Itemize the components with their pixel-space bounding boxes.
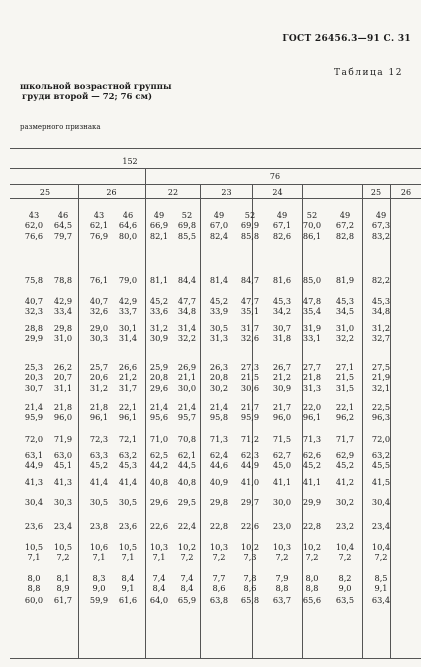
table-cell: 10,5 7,1 [118, 542, 138, 563]
table-cell: 22,6 [149, 521, 169, 531]
table-cell: 81,6 [272, 275, 292, 285]
table-cell: 47,8 35,4 [302, 296, 322, 317]
table-cell: 31,2 30,9 [149, 323, 169, 344]
table-cell: 8,2 9,0 [338, 573, 352, 594]
table-cell: 45,3 34,8 [371, 296, 391, 317]
table-cell: 7,4 8,4 [152, 573, 166, 594]
table-cell: 8,4 9,1 [121, 573, 135, 594]
table-cell: 62,6 45,2 [302, 450, 322, 471]
subcol-header: 25 [370, 188, 382, 197]
table-cell: 49 67,2 82,8 [335, 210, 355, 241]
table-cell: 23,8 [89, 521, 109, 531]
table-cell: 21,4 95,7 [177, 402, 197, 423]
table-cell: 7,7 8,6 [212, 573, 226, 594]
table-cell: 52 69,8 85,5 [177, 210, 197, 241]
table-cell: 62,4 44,6 [209, 450, 229, 471]
table-cell: 30,4 [24, 497, 44, 507]
table-cell: 30,3 [53, 497, 73, 507]
table-cell: 21,4 95,8 [209, 402, 229, 423]
table-rule [10, 658, 421, 659]
table-cell: 30,2 [335, 497, 355, 507]
subcol-header: 26 [400, 188, 412, 197]
table-cell: 45,3 34,5 [335, 296, 355, 317]
table-cell: 29,8 31,0 [53, 323, 73, 344]
table-cell: 22,1 96,2 [335, 402, 355, 423]
table-cell: 31,4 32,2 [177, 323, 197, 344]
column-divider [362, 184, 363, 658]
table-cell: 23,0 [272, 521, 292, 531]
table-cell: 10,4 7,2 [335, 542, 355, 563]
table-cell: 30,5 31,3 [209, 323, 229, 344]
table-cell: 47,7 34,8 [177, 296, 197, 317]
table-cell: 52 70,0 86,1 [302, 210, 322, 241]
table-cell: 85,0 [302, 275, 322, 285]
table-cell: 72,0 [24, 434, 44, 444]
table-cell: 27,7 21,8 31,3 [302, 362, 322, 393]
table-cell: 21,7 95,9 [240, 402, 260, 423]
table-cell: 71,0 [149, 434, 169, 444]
table-cell: 22,4 [177, 521, 197, 531]
table-cell: 59,9 [89, 595, 109, 605]
table-cell: 62,1 44,5 [177, 450, 197, 471]
table-cell: 47,7 35,1 [240, 296, 260, 317]
table-cell: 46 64,6 80,0 [118, 210, 138, 241]
table-cell: 63,5 [335, 595, 355, 605]
table-cell: 63,7 [272, 595, 292, 605]
table-cell: 22,6 [240, 521, 260, 531]
table-rule [10, 168, 421, 169]
table-cell: 10,5 7,2 [53, 542, 73, 563]
table-cell: 22,8 [302, 521, 322, 531]
table-cell: 72,0 [371, 434, 391, 444]
table-cell: 61,6 [118, 595, 138, 605]
table-cell: 22,1 96,1 [118, 402, 138, 423]
table-cell: 40,9 [209, 477, 229, 487]
table-cell: 26,2 20,7 31,1 [53, 362, 73, 393]
table-cell: 84,4 [177, 275, 197, 285]
table-cell: 21,4 95,9 [24, 402, 44, 423]
table-cell: 63,8 [209, 595, 229, 605]
table-cell: 26,7 21,2 30,9 [272, 362, 292, 393]
table-cell: 30,5 [118, 497, 138, 507]
table-cell: 29,5 [177, 497, 197, 507]
table-label: Таблица 12 [334, 68, 403, 78]
table-cell: 81,1 [149, 275, 169, 285]
table-cell: 72,3 [89, 434, 109, 444]
table-cell: 7,9 8,8 [275, 573, 289, 594]
table-cell: 49 67,3 83,2 [371, 210, 391, 241]
table-cell: 40,8 [177, 477, 197, 487]
table-cell: 21,8 96,1 [89, 402, 109, 423]
group-header-76: 76 [269, 172, 281, 181]
table-cell: 21,8 96,0 [53, 402, 73, 423]
table-cell: 28,8 29,9 [24, 323, 44, 344]
table-cell: 27,5 21,9 32,1 [371, 362, 391, 393]
table-cell: 10,2 7,2 [177, 542, 197, 563]
table-cell: 45,3 34,2 [272, 296, 292, 317]
table-cell: 30,1 31,4 [118, 323, 138, 344]
table-cell: 76,1 [89, 275, 109, 285]
subcol-header: 24 [272, 188, 283, 197]
table-cell: 22,0 96,1 [302, 402, 322, 423]
table-cell: 41,2 [335, 477, 355, 487]
table-cell: 79,0 [118, 275, 138, 285]
table-cell: 71,2 [240, 434, 260, 444]
subcol-header: 23 [221, 188, 232, 197]
table-cell: 63,3 45,2 [89, 450, 109, 471]
table-cell: 30,7 31,8 [272, 323, 292, 344]
table-cell: 63,4 [371, 595, 391, 605]
subcol-header: 26 [106, 188, 117, 197]
column-divider [78, 184, 79, 658]
table-cell: 45,2 33,9 [209, 296, 229, 317]
table-cell: 71,3 [302, 434, 322, 444]
table-cell: 82,2 [371, 275, 391, 285]
table-cell: 43 62,0 76,6 [24, 210, 44, 241]
group-header-152: 152 [122, 157, 138, 166]
table-cell: 23,6 [24, 521, 44, 531]
table-cell: 41,4 [89, 477, 109, 487]
table-cell: 71,5 [272, 434, 292, 444]
table-cell: 41,4 [118, 477, 138, 487]
table-cell: 63,0 45,1 [53, 450, 73, 471]
table-cell: 71,9 [53, 434, 73, 444]
table-rule [10, 184, 421, 185]
table-cell: 45,2 33,6 [149, 296, 169, 317]
table-cell: 8,0 8,8 [27, 573, 41, 594]
table-cell: 78,8 [53, 275, 73, 285]
table-cell: 65,8 [240, 595, 260, 605]
table-cell: 29,6 [149, 497, 169, 507]
table-cell: 23,6 [118, 521, 138, 531]
table-cell: 10,3 7,2 [209, 542, 229, 563]
table-cell: 10,4 7,2 [371, 542, 391, 563]
table-cell: 23,4 [371, 521, 391, 531]
table-cell: 63,1 44,9 [24, 450, 44, 471]
table-cell: 25,9 20,8 29,6 [149, 362, 169, 393]
table-rule [10, 198, 421, 199]
table-cell: 8,1 8,9 [56, 573, 70, 594]
table-cell: 10,5 7,1 [24, 542, 44, 563]
table-cell: 65,6 [302, 595, 322, 605]
caption-line-1: школьной возрастной группы [20, 82, 172, 92]
table-cell: 65,9 [177, 595, 197, 605]
table-cell: 62,9 45,2 [335, 450, 355, 471]
table-cell: 8,5 9,1 [374, 573, 388, 594]
table-cell: 42,9 33,7 [118, 296, 138, 317]
subcol-header: 25 [39, 188, 51, 197]
table-cell: 10,3 7,1 [149, 542, 169, 563]
table-cell: 27,3 21,5 30,6 [240, 362, 260, 393]
table-cell: 31,0 32,2 [335, 323, 355, 344]
table-cell: 8,3 9,0 [92, 573, 106, 594]
table-cell: 52 69,9 85,8 [240, 210, 260, 241]
table-cell: 10,2 7,2 [302, 542, 322, 563]
table-cell: 31,9 33,1 [302, 323, 322, 344]
table-cell: 22,5 96,3 [371, 402, 391, 423]
table-cell: 49 67,0 82,4 [209, 210, 229, 241]
table-cell: 29,7 [240, 497, 260, 507]
table-cell: 21,7 96,0 [272, 402, 292, 423]
table-cell: 41,1 [272, 477, 292, 487]
table-cell: 40,7 32,3 [24, 296, 44, 317]
table-cell: 31,7 32,6 [240, 323, 260, 344]
table-cell: 27,1 21,5 31,5 [335, 362, 355, 393]
table-cell: 10,3 7,2 [272, 542, 292, 563]
table-cell: 25,7 20,6 31,2 [89, 362, 109, 393]
table-cell: 42,9 33,4 [53, 296, 73, 317]
caption-line-2: груди второй — 72; 76 см) [22, 92, 152, 102]
table-cell: 81,4 [209, 275, 229, 285]
table-cell: 23,2 [335, 521, 355, 531]
table-cell: 70,8 [177, 434, 197, 444]
table-cell: 26,6 21,2 31,7 [118, 362, 138, 393]
table-cell: 10,6 7,1 [89, 542, 109, 563]
table-cell: 40,8 [149, 477, 169, 487]
table-cell: 49 67,1 82,6 [272, 210, 292, 241]
page-header: ГОСТ 26456.3—91 С. 31 [282, 34, 411, 44]
table-cell: 41,5 [371, 477, 391, 487]
table-cell: 62,7 45,0 [272, 450, 292, 471]
table-cell: 29,8 [209, 497, 229, 507]
table-cell: 72,1 [118, 434, 138, 444]
table-cell: 30,4 [371, 497, 391, 507]
table-cell: 81,9 [335, 275, 355, 285]
table-cell: 84,7 [240, 275, 260, 285]
table-cell: 26,3 20,8 30,2 [209, 362, 229, 393]
table-cell: 63,2 45,5 [371, 450, 391, 471]
table-cell: 41,0 [240, 477, 260, 487]
table-cell: 41,3 [24, 477, 44, 487]
table-cell: 62,5 44,2 [149, 450, 169, 471]
table-cell: 22,8 [209, 521, 229, 531]
table-cell: 60,0 [24, 595, 44, 605]
table-cell: 63,2 45,3 [118, 450, 138, 471]
table-cell: 7,4 8,4 [180, 573, 194, 594]
table-cell: 29,9 [302, 497, 322, 507]
table-rule [10, 148, 421, 149]
table-cell: 43 62,1 76,9 [89, 210, 109, 241]
table-cell: 61,7 [53, 595, 73, 605]
table-cell: 71,7 [335, 434, 355, 444]
table-cell: 10,2 7,3 [240, 542, 260, 563]
caption-line-3: размерного признака [20, 123, 101, 131]
table-cell: 64,0 [149, 595, 169, 605]
table-cell: 26,9 21,1 30,0 [177, 362, 197, 393]
table-cell: 46 64,5 79,7 [53, 210, 73, 241]
table-cell: 49 66,9 82,1 [149, 210, 169, 241]
table-cell: 30,0 [272, 497, 292, 507]
table-cell: 41,3 [53, 477, 73, 487]
table-cell: 7,8 8,6 [243, 573, 257, 594]
subcol-header: 22 [167, 188, 179, 197]
table-cell: 40,7 32,6 [89, 296, 109, 317]
table-cell: 62,3 44,9 [240, 450, 260, 471]
table-cell: 23,4 [53, 521, 73, 531]
table-cell: 31,2 32,7 [371, 323, 391, 344]
table-cell: 21,4 95,6 [149, 402, 169, 423]
table-cell: 41,1 [302, 477, 322, 487]
table-cell: 8,0 8,8 [305, 573, 319, 594]
table-cell: 30,5 [89, 497, 109, 507]
table-cell: 71,3 [209, 434, 229, 444]
table-cell: 75,8 [24, 275, 44, 285]
table-cell: 29,0 30,3 [89, 323, 109, 344]
table-cell: 25,3 20,3 30,7 [24, 362, 44, 393]
